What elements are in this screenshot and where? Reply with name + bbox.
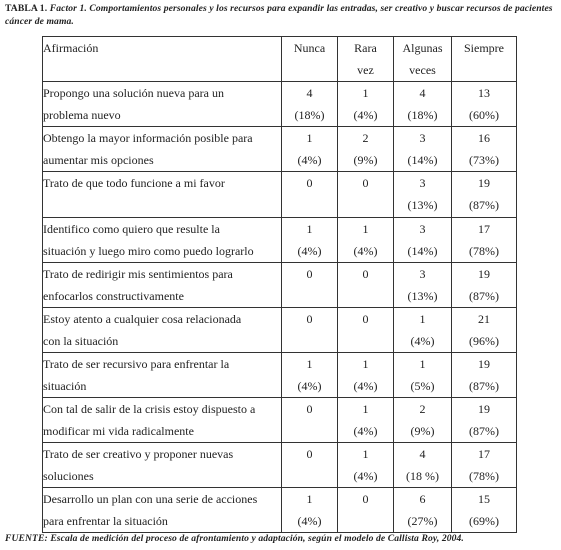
count-value: 17 [478,222,490,236]
percent-value [338,194,393,216]
siempre-cell [452,308,517,353]
percent-value: (18%) [407,108,438,122]
table-source-label: FUENTE: [5,533,48,544]
header-siempre [452,37,517,82]
table-header-row [43,37,517,82]
statement-cell [43,488,282,533]
count-value: 2 [419,402,426,416]
percent-value: (4%) [297,244,322,258]
table-row [43,127,517,172]
count-value: 1 [419,357,426,371]
count-value: 4 [419,86,426,100]
count-value: 15 [478,492,490,506]
table-caption-label: TABLA 1. [5,3,48,14]
table-row [43,82,517,127]
percent-value: (4%) [353,379,378,393]
count-value: 3 [419,267,426,281]
percent-value: (4%) [353,424,378,438]
percent-value: (4%) [297,153,322,167]
percent-value: (18%) [294,108,325,122]
count-value: 1 [306,357,313,371]
siempre-cell [452,398,517,443]
percent-value: (87%) [469,424,499,438]
statement-cell [43,172,282,218]
rara-vez-cell [338,82,394,127]
rara-vez-cell [338,127,394,172]
count-value: 1 [362,222,369,236]
count-value: 19 [478,402,490,416]
rara-vez-cell [338,353,394,398]
count-value: 0 [362,267,369,281]
percent-value: (4%) [353,469,378,483]
count-value: 0 [362,312,369,326]
statement-line: Desarrollo un plan con una serie de acciones [43,492,258,506]
statement-line: modificar mi vida radicalmente [43,424,194,438]
percent-value: (78%) [469,244,499,258]
siempre-cell [452,263,517,308]
percent-value: (69%) [469,514,499,528]
rara-vez-cell [338,263,394,308]
count-value: 1 [419,312,426,326]
percent-value [282,330,337,352]
table-caption-text: Factor 1. Comportamientos personales y los recursos para expandir las entradas, ser creativo y buscar recursos de pacientes cáncer de mama. [5,3,553,27]
percent-value: (87%) [469,198,499,212]
percent-value [338,510,393,532]
statement-line: problema nuevo [43,108,121,122]
nunca-cell [282,263,338,308]
percent-value: (4%) [353,108,378,122]
algunas-veces-cell [394,263,452,308]
count-value: 19 [478,357,490,371]
algunas-veces-cell [394,308,452,353]
table-source [5,533,464,544]
header-nunca-label: Nunca [293,41,326,55]
count-value: 1 [306,222,313,236]
count-value: 0 [362,492,369,506]
header-rara-vez-line1: Rara [354,41,377,55]
header-rara-vez [338,37,394,82]
statement-line: con la situación [43,334,119,348]
statement-cell [43,353,282,398]
statement-line: enfocarlos constructivamente [43,289,184,303]
statement-cell [43,127,282,172]
statement-line: soluciones [43,469,94,483]
percent-value [338,285,393,307]
algunas-veces-cell [394,172,452,218]
table-row [43,353,517,398]
count-value: 6 [419,492,426,506]
rara-vez-cell [338,488,394,533]
count-value: 21 [478,312,490,326]
count-value: 19 [478,267,490,281]
algunas-veces-cell [394,82,452,127]
percent-value: (78%) [469,469,499,483]
algunas-veces-cell [394,488,452,533]
header-nunca [282,37,338,82]
table-source-text: Escala de medición del proceso de afrontamiento y adaptación, según el modelo de Callista Roy, 2004. [50,533,464,544]
percent-value: (9%) [353,153,378,167]
count-value: 1 [306,131,313,145]
statement-line: Trato de ser recursivo para enfrentar la [43,357,230,371]
count-value: 2 [362,131,369,145]
statement-cell [43,443,282,488]
percent-value [282,465,337,487]
statement-cell [43,398,282,443]
nunca-cell [282,218,338,263]
statement-line: Propongo una solución nueva para un [43,86,224,100]
percent-value: (27%) [407,514,438,528]
count-value: 0 [306,176,313,190]
siempre-cell [452,488,517,533]
percent-value: (13%) [407,198,438,212]
nunca-cell [282,308,338,353]
rara-vez-cell [338,398,394,443]
nunca-cell [282,172,338,218]
statement-line: Identifico como quiero que resulte la [43,222,220,236]
nunca-cell [282,443,338,488]
percent-value: (14%) [407,244,438,258]
statement-line: Obtengo la mayor información posible para [43,131,253,145]
percent-value [338,330,393,352]
percent-value: (87%) [469,379,499,393]
header-siempre-label: Siempre [464,41,504,55]
percent-value: (4%) [353,244,378,258]
table-row [43,443,517,488]
percent-value: (60%) [469,108,499,122]
header-algunas-veces-line2: veces [409,63,436,77]
statement-line: Trato de que todo funcione a mi favor [43,176,225,190]
percent-value: (14%) [407,153,438,167]
percent-value: (13%) [407,289,438,303]
count-value: 16 [478,131,490,145]
percent-value: (4%) [297,379,322,393]
percent-value: (9%) [410,424,435,438]
table-row [43,308,517,353]
rara-vez-cell [338,443,394,488]
statement-cell [43,263,282,308]
count-value: 3 [419,176,426,190]
algunas-veces-cell [394,353,452,398]
statement-cell [43,218,282,263]
table-row [43,218,517,263]
table-row [43,488,517,533]
rara-vez-cell [338,308,394,353]
nunca-cell [282,488,338,533]
percent-value: (87%) [469,289,499,303]
statement-line: Trato de ser creativo y proponer nuevas [43,447,234,461]
count-value: 0 [306,447,313,461]
count-value: 3 [419,222,426,236]
header-algunas-veces-line1: Algunas [402,41,443,55]
siempre-cell [452,82,517,127]
statement-line: situación y luego miro como puedo lograrlo [43,244,254,258]
count-value: 19 [478,176,490,190]
statement-cell [43,82,282,127]
nunca-cell [282,353,338,398]
statement-line: Estoy atento a cualquier cosa relacionada [43,312,242,326]
count-value: 0 [306,402,313,416]
count-value: 1 [362,86,369,100]
percent-value: (5%) [410,379,435,393]
rara-vez-cell [338,172,394,218]
count-value: 3 [419,131,426,145]
nunca-cell [282,398,338,443]
percent-value: (18 %) [406,469,439,483]
percent-value: (4%) [410,334,435,348]
statement-cell [43,308,282,353]
table-body [43,82,517,533]
percent-value: (96%) [469,334,499,348]
count-value: 1 [306,492,313,506]
coping-table [42,36,517,533]
statement-line: aumentar mis opciones [43,153,154,167]
percent-value [282,194,337,216]
count-value: 1 [362,357,369,371]
count-value: 17 [478,447,490,461]
percent-value: (73%) [469,153,499,167]
count-value: 0 [362,176,369,190]
statement-line [43,194,281,216]
count-value: 1 [362,402,369,416]
header-statement: Afirmación [43,37,282,82]
siempre-cell [452,172,517,218]
table-row [43,398,517,443]
statement-line: Con tal de salir de la crisis estoy dispuesto a [43,402,256,416]
header-algunas-veces [394,37,452,82]
table-caption [5,2,557,28]
siempre-cell [452,353,517,398]
nunca-cell [282,82,338,127]
header-rara-vez-line2: vez [357,63,374,77]
algunas-veces-cell [394,218,452,263]
percent-value: (4%) [297,514,322,528]
count-value: 4 [419,447,426,461]
siempre-cell [452,443,517,488]
percent-value [282,285,337,307]
algunas-veces-cell [394,398,452,443]
siempre-cell [452,127,517,172]
nunca-cell [282,127,338,172]
count-value: 4 [306,86,313,100]
algunas-veces-cell [394,443,452,488]
siempre-cell [452,218,517,263]
count-value: 0 [306,312,313,326]
count-value: 1 [362,447,369,461]
algunas-veces-cell [394,127,452,172]
statement-line: para enfrentar la situación [43,514,168,528]
statement-line: situación [43,379,87,393]
table-row [43,172,517,218]
table-row [43,263,517,308]
count-value: 13 [478,86,490,100]
rara-vez-cell [338,218,394,263]
count-value: 0 [306,267,313,281]
percent-value [282,420,337,442]
statement-line: Trato de redirigir mis sentimientos para [43,267,233,281]
